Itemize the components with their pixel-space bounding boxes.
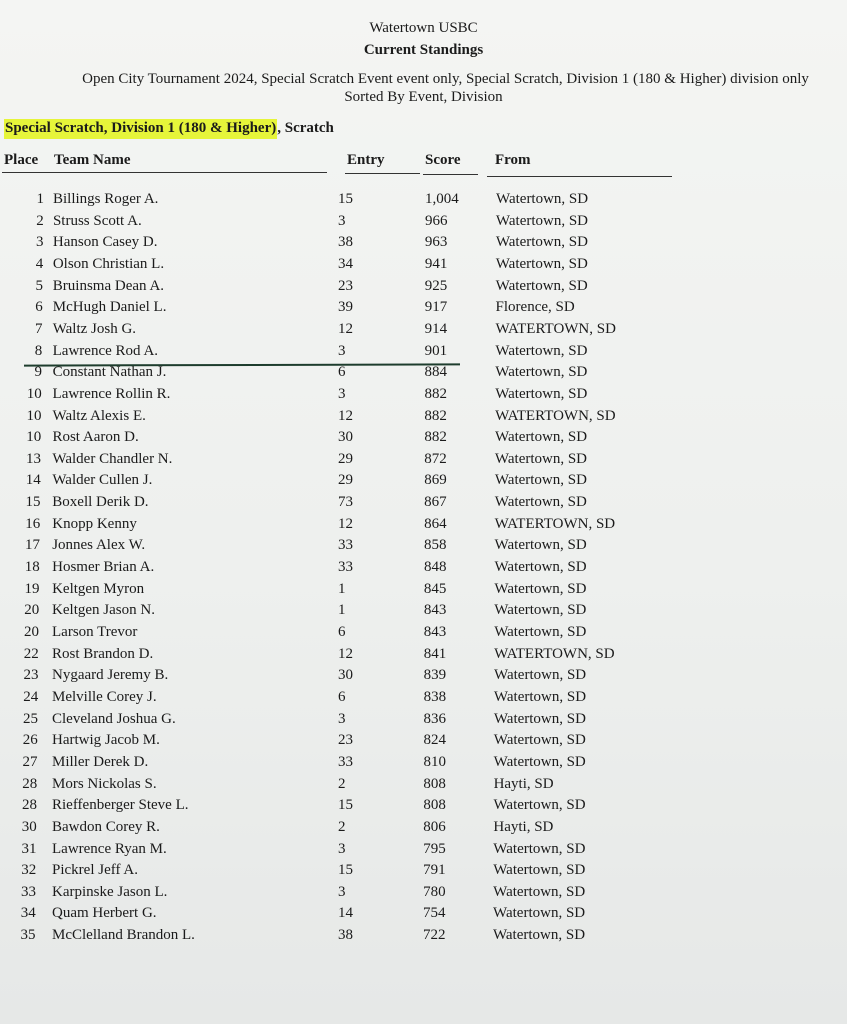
row-score: 882 xyxy=(424,385,447,402)
row-entry: 14 xyxy=(338,905,353,922)
table-row xyxy=(0,730,847,752)
row-team-name: Knopp Kenny xyxy=(52,515,137,532)
row-from: WATERTOWN, SD xyxy=(495,320,616,337)
table-row xyxy=(0,297,847,319)
row-score: 867 xyxy=(424,494,447,511)
row-entry: 3 xyxy=(338,385,346,402)
row-score: 780 xyxy=(423,883,446,900)
row-entry: 12 xyxy=(338,320,353,337)
row-score: 925 xyxy=(424,277,448,294)
row-entry: 2 xyxy=(338,818,346,835)
table-row xyxy=(0,860,847,882)
row-entry: 3 xyxy=(338,342,346,359)
row-from: Watertown, SD xyxy=(493,883,586,900)
row-from: Watertown, SD xyxy=(493,753,586,770)
table-row xyxy=(0,752,847,774)
row-from: Hayti, SD xyxy=(493,818,554,835)
row-from: Watertown, SD xyxy=(493,905,586,922)
sort-description: Sorted By Event, Division xyxy=(344,89,503,105)
row-team-name: Walder Chandler N. xyxy=(52,450,173,467)
column-underline-from xyxy=(487,176,672,177)
row-score: 845 xyxy=(423,580,447,597)
row-entry: 6 xyxy=(338,364,346,381)
row-entry: 39 xyxy=(338,299,353,316)
row-place: 25 xyxy=(23,710,38,727)
row-team-name: Lawrence Ryan M. xyxy=(52,840,167,857)
row-team-name: Walder Cullen J. xyxy=(52,472,153,489)
column-underline-entry xyxy=(345,173,420,174)
row-place: 22 xyxy=(23,645,39,662)
row-team-name: Hosmer Brian A. xyxy=(52,559,155,576)
row-place: 5 xyxy=(35,277,43,294)
row-score: 941 xyxy=(424,255,448,272)
section-title-rest: , Scratch xyxy=(277,120,334,136)
row-from: Watertown, SD xyxy=(493,797,586,814)
row-from: Watertown, SD xyxy=(494,559,587,576)
row-score: 963 xyxy=(424,234,448,251)
row-score: 843 xyxy=(423,624,447,640)
row-from: Watertown, SD xyxy=(496,191,589,207)
table-row xyxy=(0,211,847,233)
row-team-name: Melville Corey J. xyxy=(52,688,157,705)
row-place: 9 xyxy=(34,364,42,381)
table-row xyxy=(0,514,847,536)
row-entry: 12 xyxy=(338,645,353,662)
section-title-highlighted: Special Scratch, Division 1 (180 & Higher) xyxy=(4,119,277,139)
table-row xyxy=(0,622,847,644)
table-row xyxy=(0,665,847,687)
org-name: Watertown USBC xyxy=(369,20,478,36)
column-header-team-name: Team Name xyxy=(54,152,131,168)
row-entry: 38 xyxy=(338,234,353,251)
row-from: Watertown, SD xyxy=(494,494,587,511)
row-from: Florence, SD xyxy=(495,299,575,316)
row-entry: 3 xyxy=(338,212,346,229)
row-team-name: Boxell Derik D. xyxy=(52,494,149,511)
row-place: 34 xyxy=(20,905,36,922)
row-entry: 29 xyxy=(338,472,353,489)
row-score: 858 xyxy=(424,537,447,554)
row-place: 23 xyxy=(23,667,39,684)
row-from: Watertown, SD xyxy=(493,840,586,857)
row-place: 33 xyxy=(21,883,36,900)
row-team-name: Rieffenberger Steve L. xyxy=(52,797,189,814)
row-score: 810 xyxy=(423,753,446,770)
table-row xyxy=(0,254,847,276)
table-row xyxy=(0,427,847,449)
row-place: 8 xyxy=(34,342,43,359)
row-entry: 23 xyxy=(338,732,353,749)
row-score: 836 xyxy=(423,710,447,727)
row-score: 872 xyxy=(424,450,447,467)
row-entry: 15 xyxy=(338,797,353,814)
row-score: 869 xyxy=(424,472,447,489)
row-entry: 30 xyxy=(338,667,353,684)
row-from: Watertown, SD xyxy=(495,234,588,251)
row-team-name: McHugh Daniel L. xyxy=(52,299,167,316)
row-from: Watertown, SD xyxy=(493,688,587,705)
row-score: 791 xyxy=(423,862,446,879)
table-row xyxy=(0,341,847,363)
row-place: 28 xyxy=(22,797,37,814)
row-entry: 3 xyxy=(338,710,346,727)
column-underline-team xyxy=(2,172,327,173)
row-score: 808 xyxy=(423,797,446,814)
row-entry: 12 xyxy=(338,407,353,424)
table-row xyxy=(0,600,847,622)
row-score: 882 xyxy=(424,407,447,424)
row-entry: 12 xyxy=(338,515,353,532)
row-team-name: Larson Trevor xyxy=(52,624,138,640)
row-from: Watertown, SD xyxy=(495,385,588,402)
row-place: 7 xyxy=(35,320,43,337)
row-place: 26 xyxy=(22,732,38,749)
row-entry: 33 xyxy=(338,537,353,554)
row-entry: 15 xyxy=(338,862,353,879)
row-team-name: Hanson Casey D. xyxy=(52,234,158,251)
row-team-name: Waltz Josh G. xyxy=(52,320,137,337)
row-score: 722 xyxy=(422,927,446,944)
row-score: 901 xyxy=(424,342,448,359)
row-from: Watertown, SD xyxy=(495,277,588,294)
row-entry: 1 xyxy=(338,602,346,619)
column-header-from: From xyxy=(495,152,531,168)
row-place: 2 xyxy=(36,212,44,229)
row-place: 18 xyxy=(24,559,40,576)
row-from: Watertown, SD xyxy=(495,212,589,229)
row-place: 10 xyxy=(26,407,42,424)
row-place: 20 xyxy=(24,624,39,640)
row-entry: 33 xyxy=(338,753,353,770)
row-from: Watertown, SD xyxy=(494,537,587,554)
report-subtitle: Open City Tournament 2024, Special Scratch Event event only, Special Scratch, Division 1 (180 & Higher) division only xyxy=(82,71,809,87)
row-score: 884 xyxy=(424,364,448,381)
row-team-name: Keltgen Jason N. xyxy=(52,602,155,619)
row-team-name: Bawdon Corey R. xyxy=(52,818,160,835)
column-underline-score xyxy=(423,174,478,175)
section-title xyxy=(4,120,334,137)
column-header-entry: Entry xyxy=(347,152,385,168)
row-team-name: Billings Roger A. xyxy=(53,191,159,207)
row-team-name: Miller Derek D. xyxy=(52,753,149,770)
table-row xyxy=(0,709,847,731)
row-score: 917 xyxy=(424,299,448,316)
table-row xyxy=(0,384,847,406)
row-place: 10 xyxy=(26,429,42,446)
row-place: 16 xyxy=(25,515,41,532)
table-row xyxy=(0,449,847,471)
row-team-name: Rost Brandon D. xyxy=(52,645,154,662)
row-team-name: Waltz Alexis E. xyxy=(52,407,146,424)
row-place: 24 xyxy=(23,688,39,705)
row-team-name: Bruinsma Dean A. xyxy=(52,277,165,294)
row-entry: 73 xyxy=(338,494,353,511)
table-row xyxy=(0,276,847,298)
row-team-name: Constant Nathan J. xyxy=(52,364,167,381)
row-place: 3 xyxy=(36,234,44,251)
row-place: 30 xyxy=(21,818,37,835)
row-entry: 3 xyxy=(338,883,346,900)
row-place: 28 xyxy=(22,775,38,792)
column-header-score: Score xyxy=(425,152,461,168)
row-from: Watertown, SD xyxy=(494,667,587,684)
row-score: 795 xyxy=(423,840,446,857)
row-score: 838 xyxy=(423,688,447,705)
table-row xyxy=(0,817,847,839)
table-row xyxy=(0,774,847,796)
row-team-name: Lawrence Rollin R. xyxy=(52,385,171,402)
row-entry: 34 xyxy=(338,255,353,272)
row-score: 1,004 xyxy=(425,191,459,207)
row-team-name: Nygaard Jeremy B. xyxy=(52,667,169,684)
row-from: Watertown, SD xyxy=(494,450,588,467)
row-team-name: Olson Christian L. xyxy=(52,255,165,272)
table-row xyxy=(0,406,847,428)
table-row xyxy=(0,470,847,492)
row-team-name: Keltgen Myron xyxy=(52,580,145,597)
table-row xyxy=(0,687,847,709)
row-score: 824 xyxy=(423,732,446,749)
row-from: Watertown, SD xyxy=(494,624,587,640)
row-from: Watertown, SD xyxy=(493,862,586,879)
table-row xyxy=(0,882,847,904)
row-place: 1 xyxy=(36,191,44,207)
row-score: 806 xyxy=(423,818,446,835)
row-score: 966 xyxy=(424,212,448,229)
row-entry: 23 xyxy=(338,277,353,294)
row-place: 32 xyxy=(21,862,37,879)
row-from: WATERTOWN, SD xyxy=(494,645,615,662)
row-score: 839 xyxy=(423,667,447,684)
row-place: 20 xyxy=(24,602,40,619)
table-row xyxy=(0,903,847,925)
report-title: Current Standings xyxy=(363,42,484,58)
row-team-name: Cleveland Joshua G. xyxy=(52,710,176,727)
row-entry: 30 xyxy=(338,429,353,446)
row-from: Watertown, SD xyxy=(494,602,587,619)
column-header-place: Place xyxy=(4,152,39,168)
row-from: Watertown, SD xyxy=(492,927,586,944)
row-place: 19 xyxy=(24,580,40,597)
row-from: WATERTOWN, SD xyxy=(495,407,616,424)
row-score: 843 xyxy=(423,602,447,619)
row-entry: 33 xyxy=(338,559,353,576)
row-from: Watertown, SD xyxy=(495,429,588,446)
row-from: Watertown, SD xyxy=(495,342,588,359)
row-place: 13 xyxy=(26,450,41,467)
row-entry: 1 xyxy=(338,580,346,597)
row-score: 841 xyxy=(423,645,447,662)
table-row xyxy=(0,535,847,557)
row-score: 914 xyxy=(424,320,448,337)
row-team-name: Quam Herbert G. xyxy=(52,905,157,922)
row-place: 31 xyxy=(21,840,37,857)
row-team-name: Rost Aaron D. xyxy=(52,429,139,446)
row-team-name: Struss Scott A. xyxy=(52,212,142,229)
table-row xyxy=(0,557,847,579)
row-place: 6 xyxy=(35,299,43,316)
table-row xyxy=(0,492,847,514)
row-place: 15 xyxy=(25,494,41,511)
table-row xyxy=(0,925,847,947)
row-team-name: McClelland Brandon L. xyxy=(52,927,195,944)
table-row xyxy=(0,795,847,817)
table-row xyxy=(0,644,847,666)
row-place: 10 xyxy=(26,385,42,402)
row-score: 864 xyxy=(424,515,447,532)
row-team-name: Hartwig Jacob M. xyxy=(52,732,160,749)
table-row xyxy=(0,189,847,211)
row-place: 14 xyxy=(25,472,41,489)
row-entry: 2 xyxy=(338,775,346,792)
row-team-name: Karpinske Jason L. xyxy=(52,883,168,900)
row-from: WATERTOWN, SD xyxy=(494,515,616,532)
table-row xyxy=(0,839,847,861)
row-team-name: Pickrel Jeff A. xyxy=(52,862,138,879)
row-score: 848 xyxy=(423,559,447,576)
row-place: 4 xyxy=(35,255,44,272)
row-entry: 15 xyxy=(338,191,353,207)
row-from: Watertown, SD xyxy=(494,580,587,597)
row-team-name: Mors Nickolas S. xyxy=(52,775,157,792)
row-entry: 6 xyxy=(338,624,346,640)
row-entry: 29 xyxy=(338,450,353,467)
row-from: Watertown, SD xyxy=(493,710,586,727)
row-team-name: Jonnes Alex W. xyxy=(52,537,146,554)
table-row xyxy=(0,579,847,601)
row-team-name: Lawrence Rod A. xyxy=(52,342,159,359)
row-score: 808 xyxy=(423,775,446,792)
row-place: 27 xyxy=(22,753,38,770)
row-from: Watertown, SD xyxy=(495,255,588,272)
row-from: Hayti, SD xyxy=(493,775,554,792)
row-from: Watertown, SD xyxy=(495,364,588,381)
row-place: 17 xyxy=(25,537,40,554)
row-entry: 3 xyxy=(338,840,346,857)
row-entry: 6 xyxy=(338,688,346,705)
row-entry: 38 xyxy=(338,927,353,944)
table-row xyxy=(0,319,847,341)
table-row xyxy=(0,232,847,254)
row-from: Watertown, SD xyxy=(494,472,587,489)
row-score: 882 xyxy=(424,429,447,446)
row-from: Watertown, SD xyxy=(493,732,586,749)
row-place: 35 xyxy=(20,927,36,944)
row-score: 754 xyxy=(423,905,446,922)
